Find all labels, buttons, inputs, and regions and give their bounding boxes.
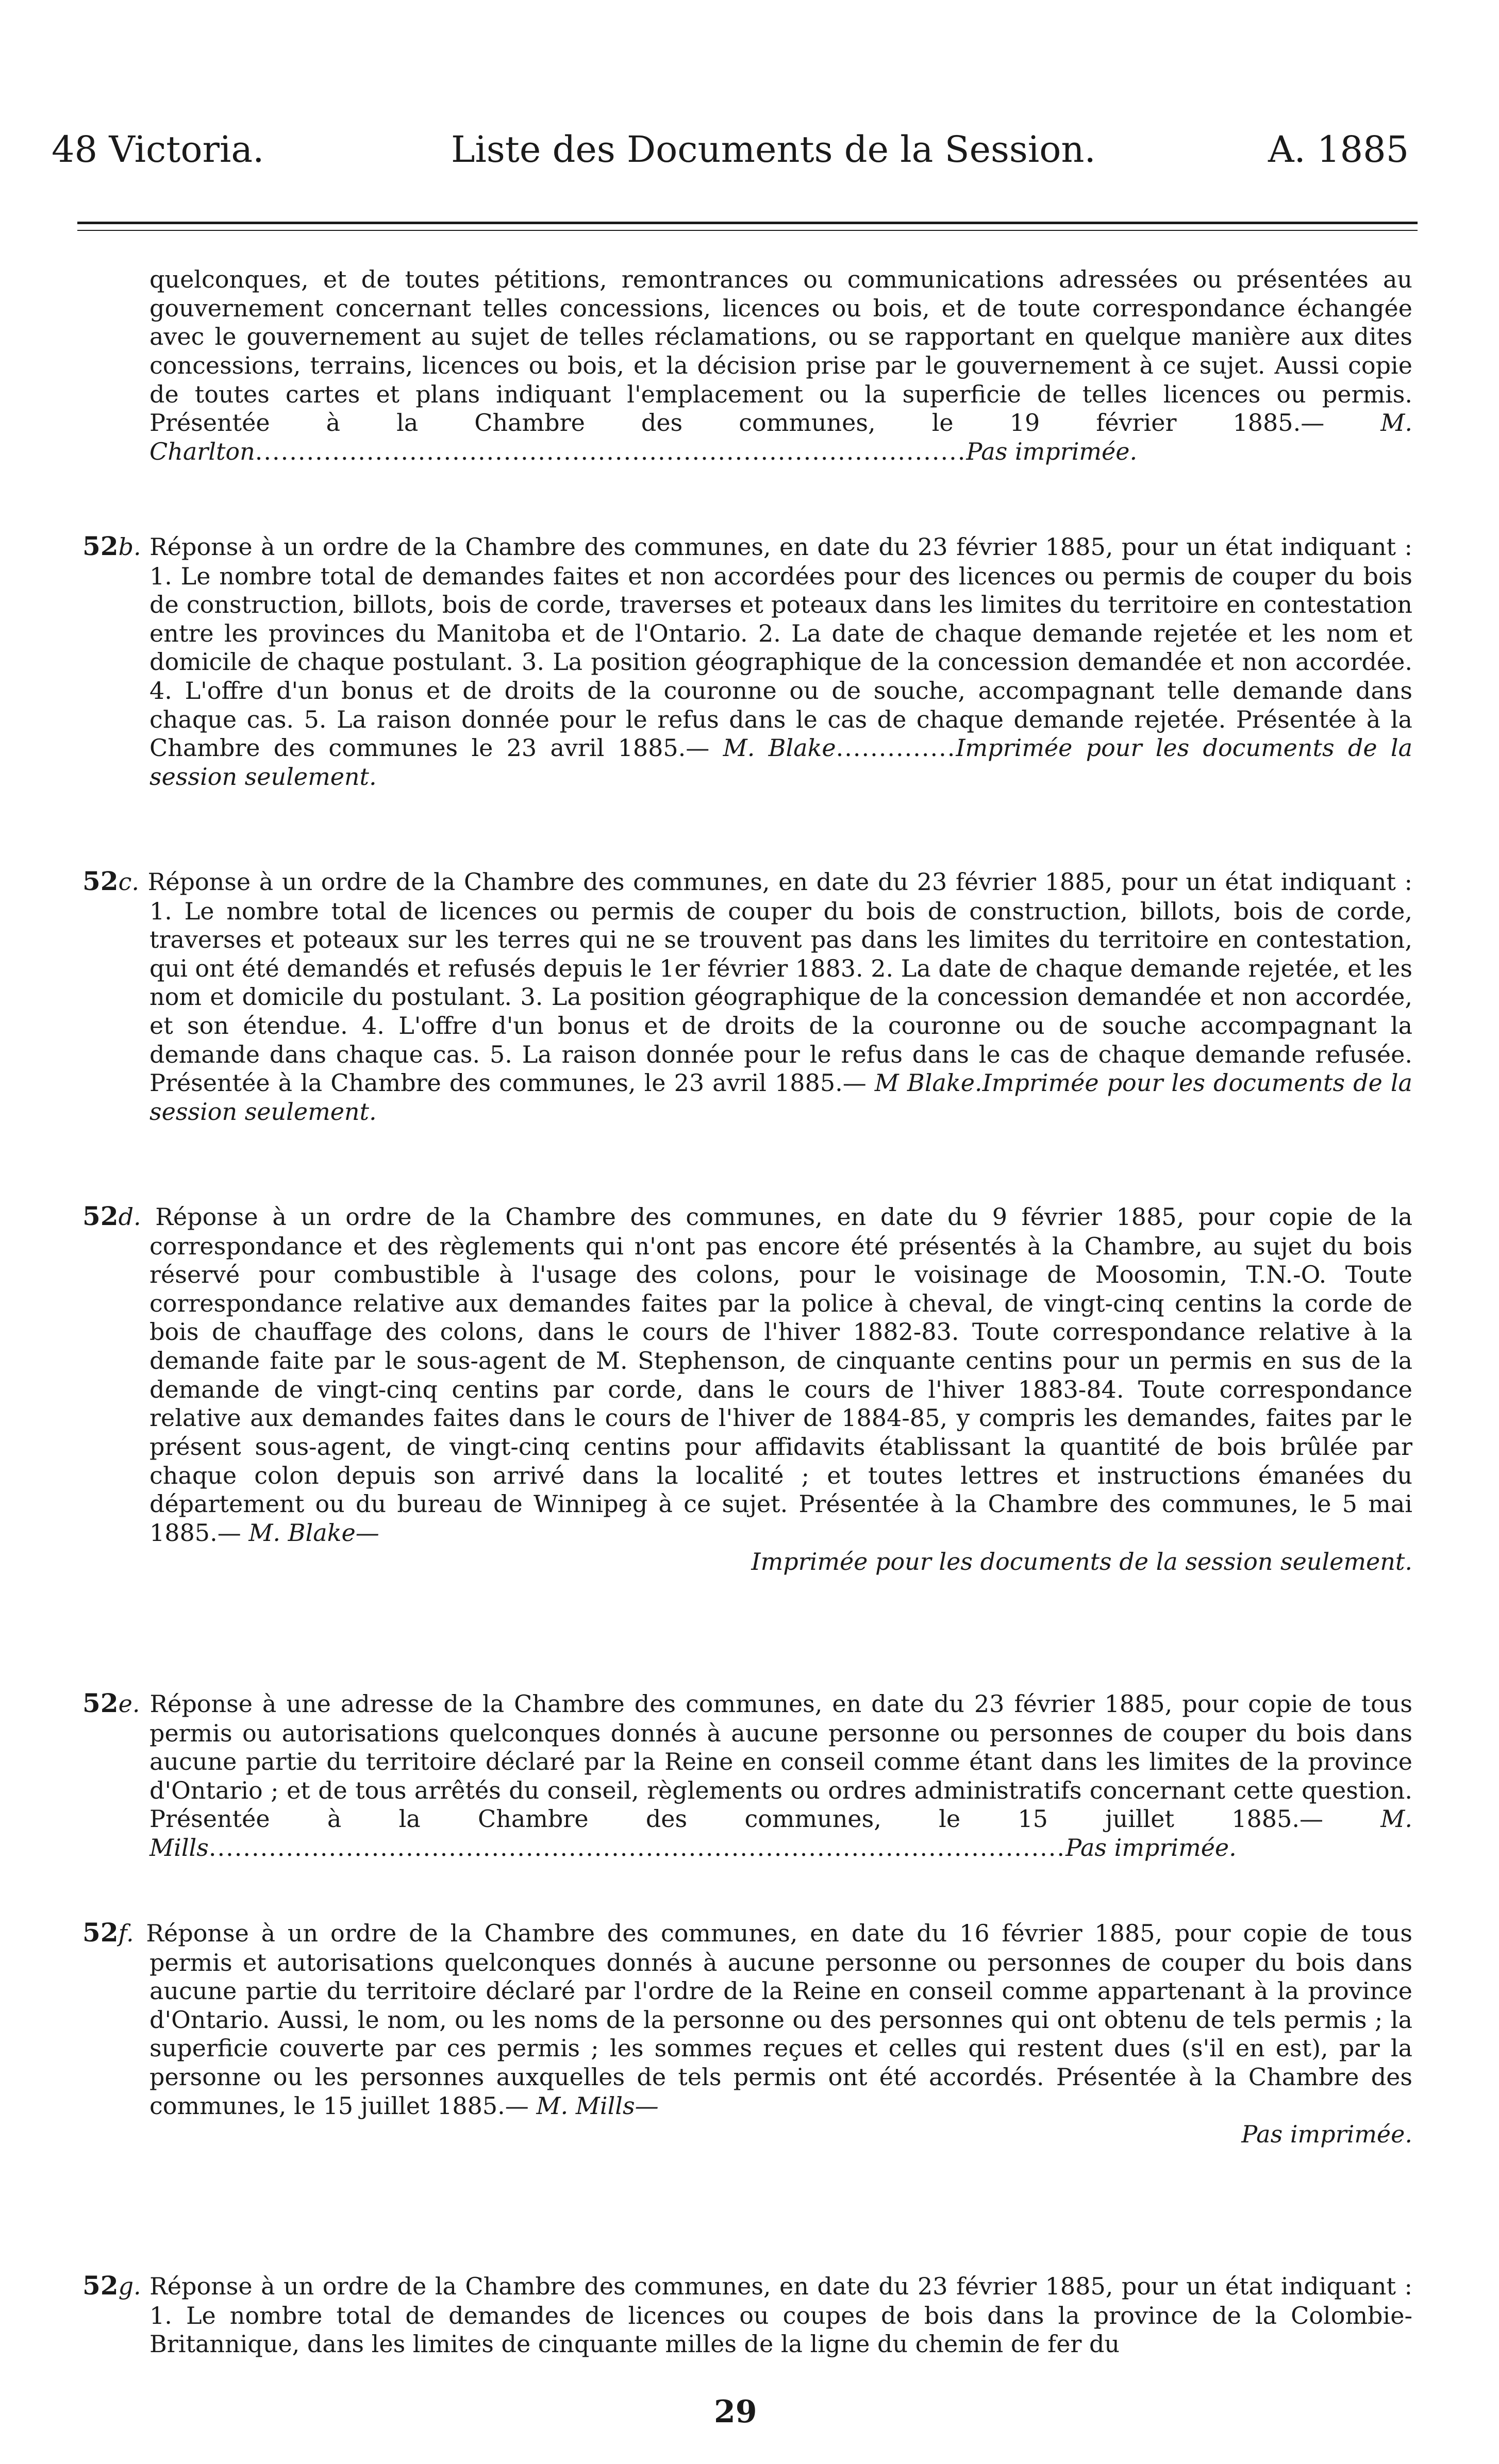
entry-signature: M. Mills— <box>536 2091 659 2120</box>
entry-signature: M. Mills <box>149 1805 1413 1862</box>
entry-number: 52 <box>82 2270 119 2301</box>
entry-text: Réponse à un ordre de la Chambre des communes, en date du 16 février 1885, pour copie de tous permis et autorisations quelconques donnés à aucune personne ou personnes de couper du bois dans aucune partie du territoire déclaré par l'ordre de la Reine en conseil comme appartenant à la province d'Ontario. Aussi, le nom, ou les noms de la personne ou des personnes qui ont obtenu de tels permis ; la superficie couverte par ces permis ; les sommes reçues et celles qui restent dues (s'il en est), par la personne ou les personnes auxquelles de tels permis ont été accordés. Présentée à la Chambre des communes, le 15 juillet 1885.— <box>146 1919 1412 2120</box>
entry-letter: g. <box>118 2272 141 2300</box>
header-rule-thin <box>77 230 1418 231</box>
header-left: 48 Victoria. <box>52 128 264 171</box>
entry-text: quelconques, et de toutes pétitions, remontrances ou communications adressées ou présentées au gouvernement concernant telles concessions, licences ou bois, et de toute correspondance échangée avec le gouvernement au sujet de telles réclamations, ou se rapportant en quelque manière aux dites concessions, terrains, licences ou bois, et la décision prise par le gouvernement à ce sujet. Aussi copie de toutes cartes et plans indiquant l'emplacement ou la superficie de telles licences ou permis. Présentée à la Chambre des communes, le 19 février 1885.— <box>149 265 1412 437</box>
entry-status: Imprimée pour les documents de la session seulement. <box>149 1069 1412 1126</box>
entry-number: 52 <box>82 1917 119 1948</box>
entry-letter: f. <box>118 1919 134 1947</box>
entry-signature: M Blake. <box>874 1069 982 1097</box>
leader-dots: .................................................................................................... <box>208 1834 1066 1862</box>
entry-number: 52 <box>82 1201 119 1231</box>
header-rule <box>77 222 1418 224</box>
entry-status: Imprimée pour les documents de la session seulement. <box>149 734 1413 791</box>
entry-52c <box>82 866 1412 1127</box>
entry-letter: d. <box>118 1203 141 1231</box>
entry-52d <box>82 1201 1412 1576</box>
entry-status: Pas imprimée. <box>1065 1834 1237 1862</box>
entry-number: 52 <box>82 1688 119 1718</box>
entry-52e <box>82 1688 1413 1863</box>
entry-text: Réponse à une adresse de la Chambre des communes, en date du 23 février 1885, pour copie de tous permis ou autorisations quelconques donnés à aucune personne ou personnes de couper du bois dans aucune partie du territoire déclaré par la Reine en conseil comme étant dans les limites de la province d'Ontario ; et de tous arrêtés du conseil, règlements ou ordres administratifs concernant cette question. Présentée à la Chambre des communes, le 15 juillet 1885.— <box>149 1690 1412 1833</box>
entry-text: Réponse à un ordre de la Chambre des communes, en date du 23 février 1885, pour un état indiquant : 1. Le nombre total de demandes de licences ou coupes de bois dans la province de la Colombie-Britannique, dans les limites de cinquante milles de la ligne du chemin de fer du <box>149 2272 1412 2358</box>
leader-dots: ................................................................................... <box>255 437 967 465</box>
entry-letter: e. <box>118 1690 140 1718</box>
entry-52g <box>82 2270 1412 2359</box>
entry-text: Réponse à un ordre de la Chambre des communes, en date du 23 février 1885, pour un état indiquant : 1. Le nombre total de licences ou permis de couper du bois de construction, billots, bois de corde, traverses et poteaux sur les terres qui ne se trouvent pas dans les limites du territoire en contestation, qui ont été demandés et refusés depuis le 1er février 1883. 2. La date de chaque demande rejetée, et les nom et domicile du postulant. 3. La position géographique de la concession demandée et non accordée, et son étendue. 4. L'offre d'un bonus et de droits de la couronne ou de souche accompagnant la demande dans chaque cas. 5. La raison donnée pour le refus dans le cas de chaque demande refusée. Présentée à la Chambre des communes, le 23 avril 1885.— <box>147 868 1412 1097</box>
entry-letter: c. <box>118 868 139 896</box>
entry-number: 52 <box>82 866 119 896</box>
entry-52b <box>82 531 1413 792</box>
entry-text: Réponse à un ordre de la Chambre des communes, en date du 9 février 1885, pour copie de la correspondance et des règlements qui n'ont pas encore été présentés à la Chambre, au sujet du bois réservé pour combustible à l'usage des colons, pour le voisinage de Moosomin, T.N.-O. Toute correspondance relative aux demandes faites par la police à cheval, de vingt-cinq centins la corde de bois de chauffage des colons, dans le cours de l'hiver 1882-83. Toute correspondance relative à la demande faite par le sous-agent de M. Stephenson, de cinquante centins pour un permis en sus de la demande de vingt-cinq centins par corde, dans le cours de l'hiver 1883-84. Toute correspondance relative aux demandes faites dans le cours de l'hiver de 1884-85, y compris les demandes, faites par le présent sous-agent, de vingt-cinq centins pour affidavits établissant la quantité de bois brûlée par chaque colon depuis son arrivé dans la localité ; et toutes lettres et instructions émanées du département ou du bureau de Winnipeg à ce sujet. Présentée à la Chambre des communes, le 5 mai 1885.— <box>149 1203 1412 1547</box>
entry-status: Pas imprimée. <box>1241 2120 1412 2149</box>
leader-dots: .............. <box>836 734 956 762</box>
entry-status: Pas imprimée. <box>966 437 1138 465</box>
header-title: Liste des Documents de la Session. <box>451 128 1096 171</box>
entry-signature: M. Blake— <box>248 1519 379 1547</box>
entry-signature: M. Blake <box>723 734 836 762</box>
entry-signature: M. Charlton <box>149 409 1413 465</box>
entry-text: Réponse à un ordre de la Chambre des communes, en date du 23 février 1885, pour un état indiquant : 1. Le nombre total de demandes faites et non accordées pour des licences ou permis de couper du bois de construction, billots, bois de corde, traverses et poteaux dans les limites du territoire en contestation entre les provinces du Manitoba et de l'Ontario. 2. La date de chaque demande rejetée et les nom et domicile de chaque postulant. 3. La position géographique de la concession demandée et non accordée. 4. L'offre d'un bonus et de droits de la couronne ou de souche, accompagnant telle demande dans chaque cas. 5. La raison donnée pour le refus dans le cas de chaque demande rejetée. Présentée à la Chambre des communes le 23 avril 1885.— <box>149 533 1412 762</box>
entry-status: Imprimée pour les documents de la session seulement. <box>751 1547 1412 1575</box>
entry-52f <box>82 1917 1412 2149</box>
header-right: A. 1885 <box>1268 128 1409 171</box>
page-number: 29 <box>714 2394 757 2430</box>
entry-number: 52 <box>82 531 119 561</box>
entry-continuation <box>149 265 1412 466</box>
entry-letter: b. <box>118 533 141 561</box>
